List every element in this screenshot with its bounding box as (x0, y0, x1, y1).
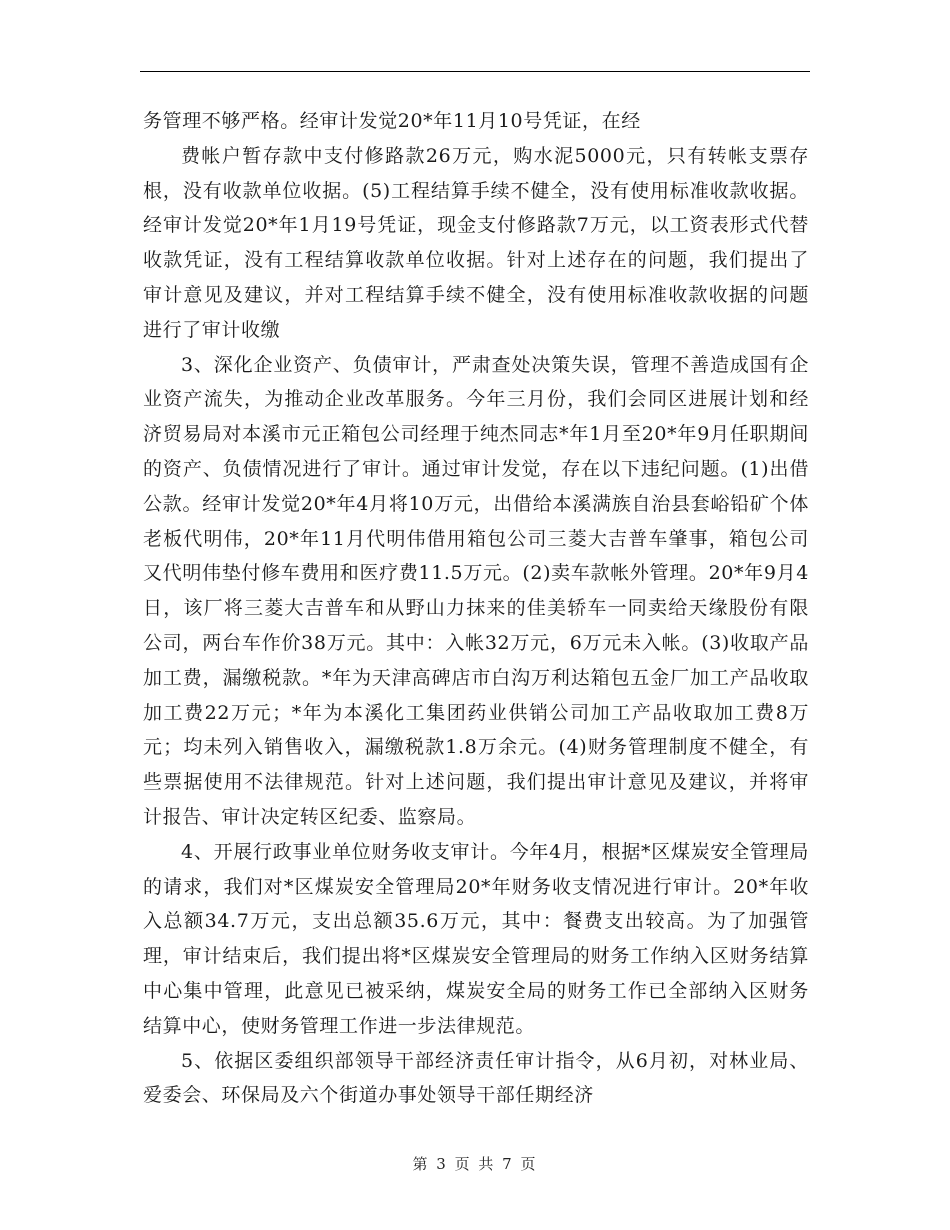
paragraph-section-5: 5、依据区委组织部领导干部经济责任审计指令，从6月初，对林业局、爱委会、环保局及六个街道办事处领导干部任期经济 (143, 1049, 809, 1107)
page-number-footer: 第 3 页 共 7 页 (412, 1155, 538, 1173)
paragraph-fee-account: 费帐户暂存款中支付修路款26万元，购水泥5000元，只有转帐支票存根，没有收款单位收据。(5)工程结算手续不健全，没有使用标准收款收据。经审计发觉20*年1月19号凭证，现金支付修路款7万元，以工资表形式代替收款凭证，没有工程结算收款单位收据。针对上述存在的问题，我们提出了审计意见及建议，并对工程结算手续不健全，没有使用标准收款收据的问题进行了审计收缴 (143, 144, 809, 341)
paragraph-section-3: 3、深化企业资产、负债审计，严肃查处决策失误，管理不善造成国有企业资产流失，为推动企业改革服务。今年三月份，我们会同区进展计划和经济贸易局对本溪市元正箱包公司经理于纯杰同志*年1月至20*年9月任职期间的资产、负债情况进行了审计。通过审计发觉，存在以下违纪问题。(1)出借公款。经审计发觉20*年4月将10万元，出借给本溪满族自治县套峪铅矿个体老板代明伟，20*年11月代明伟借用箱包公司三菱大吉普车肇事，箱包公司又代明伟垫付修车费用和医疗费11.5万元。(2)卖车款帐外管理。20*年9月4日，该厂将三菱大吉普车和从野山力抹来的佳美轿车一同卖给天缘股份有限公司，两台车作价38万元。其中：入帐32万元，6万元未入帐。(3)收取产品加工费，漏缴税款。*年为天津高碑店市白沟万利达箱包五金厂加工产品收取加工费22万元；*年为本溪化工集团药业供销公司加工产品收取加工费8万元；均未列入销售收入，漏缴税款1.8万余元。(4)财务管理制度不健全，有些票据使用不法律规范。针对上述问题，我们提出审计意见及建议，并将审计报告、审计决定转区纪委、监察局。 (143, 353, 809, 828)
paragraph-section-4: 4、开展行政事业单位财务收支审计。今年4月，根据*区煤炭安全管理局的请求，我们对*区煤炭安全管理局20*年财务收支情况进行审计。20*年收入总额34.7万元，支出总额35.6万元，其中：餐费支出较高。为了加强管理，审计结束后，我们提出将*区煤炭安全管理局的财务工作纳入区财务结算中心集中管理，此意见已被采纳，煤炭安全局的财务工作已全部纳入区财务结算中心，使财务管理工作进一步法律规范。 (143, 840, 809, 1037)
paragraph-continued: 务管理不够严格。经审计发觉20*年11月10号凭证，在经 (143, 110, 641, 132)
header-rule (140, 71, 810, 72)
document-body (143, 104, 809, 1113)
